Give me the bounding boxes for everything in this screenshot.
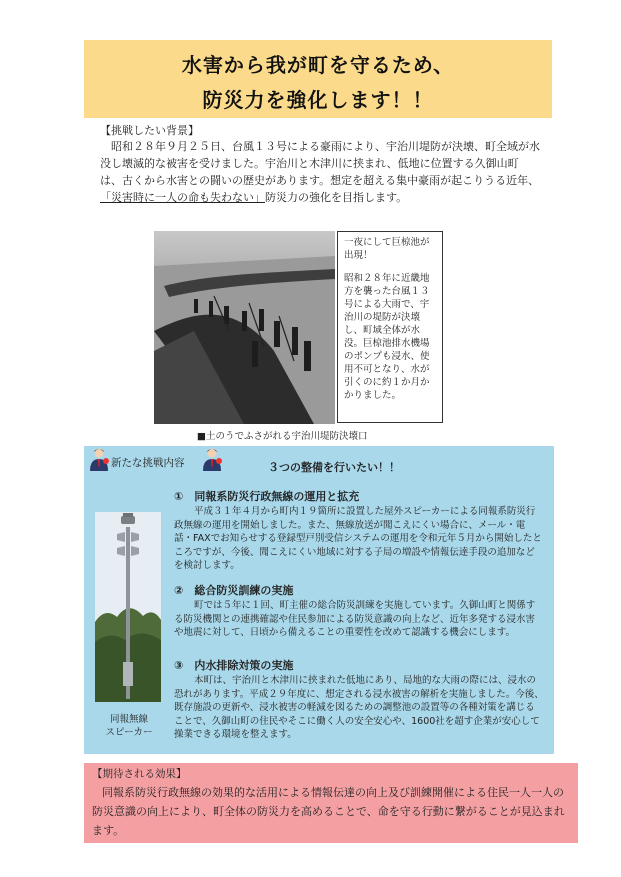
item-2-body: 町では５年に１回、町主催の総合防災訓練を実施しています。久御山町と関係する防災機関との連携確認や住民参加による防災意識の向上など、近年多発する浸水害や地震に対して、日頃から備えることの重要性を改めて認識する機会にします。 bbox=[174, 600, 536, 638]
note-headline: 一夜にして巨椋池が出現！ bbox=[344, 237, 430, 261]
item-3-body: 本町は、宇治川と木津川に挟まれた低地にあり、局地的な大雨の際には、浸水の恐れがあります。平成２９年度に、想定される浸水被害の解析を実施しました。今後、既存施設の更新や、浸水被害の軽減を図るための調整池の設置等の各種対策を講じることで、久御山町の住民やそこに働く人の安全安心や、1600社を超す企業が安心して操業できる環境を整えます。 bbox=[174, 675, 544, 740]
background-heading: 【挑戦したい背景】 bbox=[100, 124, 199, 137]
title-line-1: 水害から我が町を守るため、 bbox=[181, 53, 455, 77]
speaker-caption bbox=[97, 713, 161, 739]
speaker-caption-line-1: 同報無線 bbox=[109, 714, 148, 725]
note-body: 昭和２８年に近畿地方を襲った台風１３号による大雨で、宇治川の堤防が決壊し、町域全体が水没。巨椋池排水機場のポンプも浸水、使用不可となり、水が引くのに約１か月かかりました。 bbox=[344, 273, 430, 401]
speaker-caption-line-2: スピーカー bbox=[105, 727, 153, 738]
background-text: 昭和２８年９月２５日、台風１３号による豪雨により、宇治川堤防が決壊、町全域が水没し壊滅的な被害を受けました。宇治川と木津川に挟まれ、低地に位置する久御山町は、古くから水害との闘いの歴史があります。想定を超える集中豪雨が起こりうる近年、 bbox=[100, 140, 540, 187]
effect-heading: 【期待される効果】 bbox=[92, 768, 187, 780]
person-icon bbox=[88, 447, 110, 471]
photo-caption: ■土のうでふさがれる宇治川堤防決壊口 bbox=[197, 431, 368, 442]
title-banner bbox=[84, 40, 552, 118]
person-icon bbox=[201, 447, 223, 471]
photo-note bbox=[337, 231, 443, 423]
item-3-title: ③ 内水排除対策の実施 bbox=[174, 659, 294, 672]
effect-body: 同報系防災行政無線の効果的な活用による情報伝達の向上及び訓練開催による住民一人一人の防災意識の向上により、町全体の防災力を高めることで、命を守る行動に繋がることが見込まれます。 bbox=[92, 786, 565, 837]
item-1-title: ① 同報系防災行政無線の運用と拡充 bbox=[174, 490, 360, 503]
item-1-body: 平成３１年４月から町内１９箇所に設置した屋外スピーカーによる同報系防災行政無線の運用を開始しました。また、無線放送が聞こえにくい場合に、メール・電話・FAXでお知らせする登録型戸別受信システムの運用を令和元年５月から開始したところですが、今後、聞こえにくい地域に対する子局の増設や情報伝達手段の追加などを検討します。 bbox=[174, 506, 542, 571]
background-emphasis: 「災害時に一人の命も失わない」 bbox=[100, 191, 265, 204]
challenge-heading: 新たな挑戦内容 bbox=[111, 457, 185, 469]
challenge-intro: ３つの整備を行いたい！！ bbox=[268, 461, 400, 474]
item-2-title: ② 総合防災訓練の実施 bbox=[174, 584, 294, 597]
background-body bbox=[100, 138, 540, 206]
background-text-end: 防災力の強化を目指します。 bbox=[265, 191, 408, 204]
speaker-photo bbox=[95, 512, 161, 702]
title-line-2: 防災力を強化します！！ bbox=[202, 88, 434, 112]
levee-breach-photo bbox=[154, 231, 335, 424]
